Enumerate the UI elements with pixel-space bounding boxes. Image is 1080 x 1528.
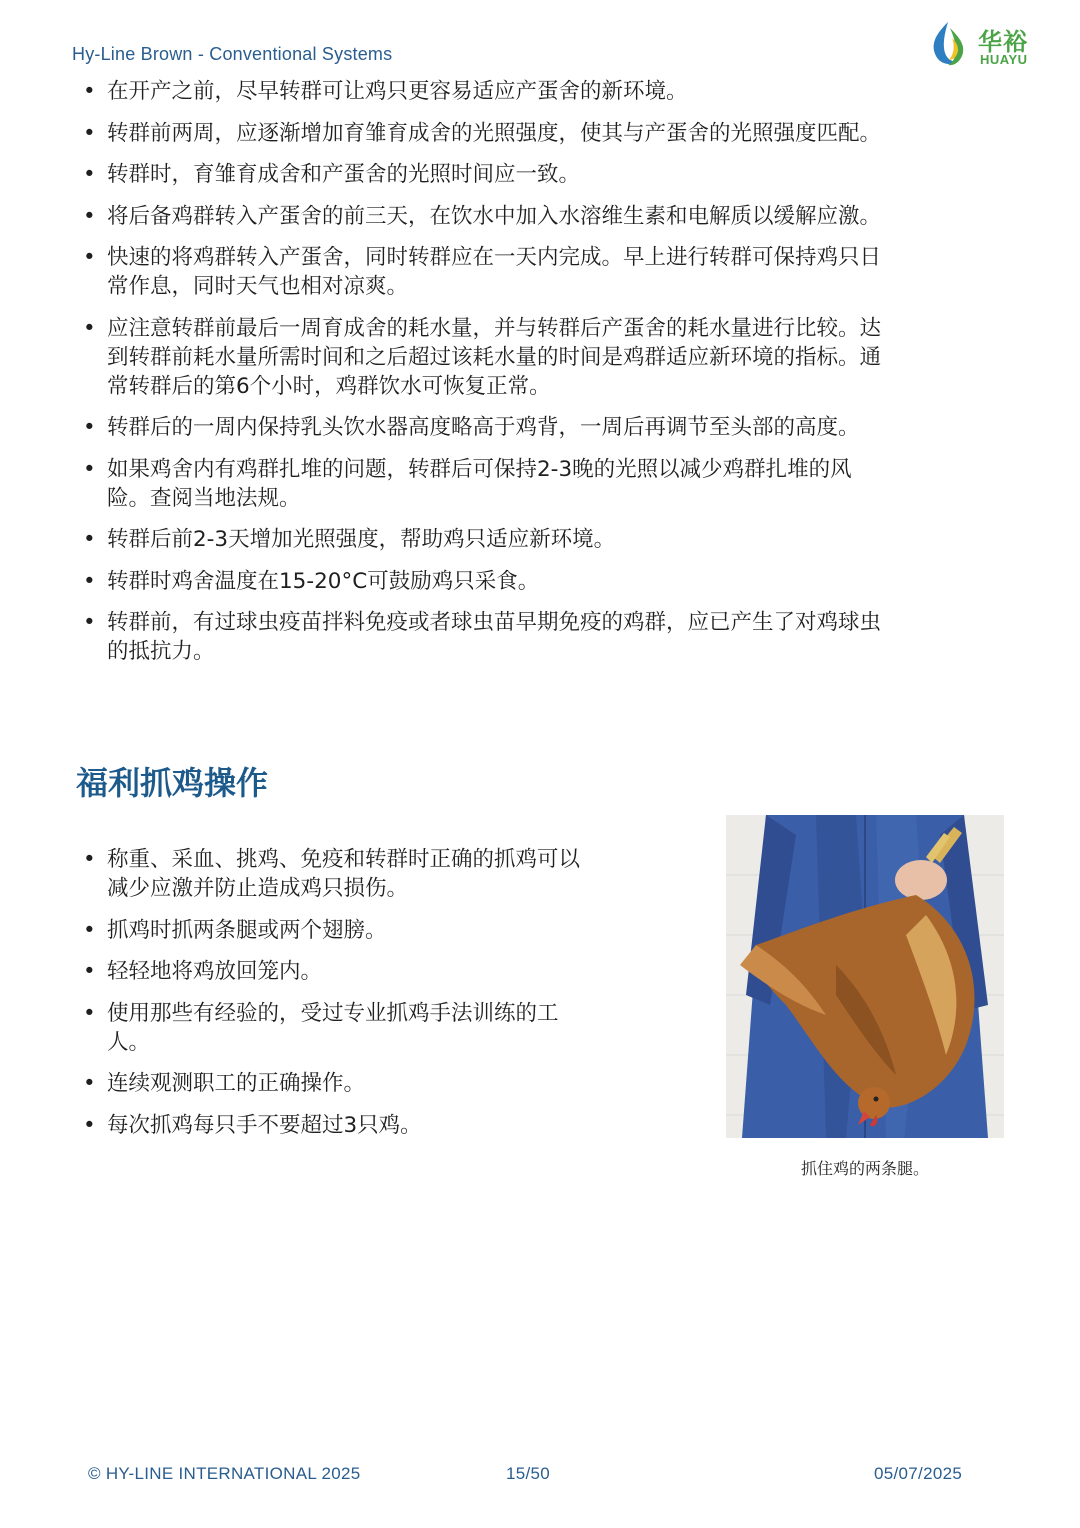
- list-item: [77, 608, 977, 666]
- list-item-line: 常转群后的第6个小时，鸡群饮水可恢复正常。: [107, 373, 551, 399]
- list-item-line: 常作息，同时天气也相对凉爽。: [107, 274, 409, 299]
- list-item-line: 称重、采血、挑鸡、免疫和转群时正确的抓鸡可以: [107, 847, 581, 872]
- photo-caption: 抓住鸡的两条腿。: [800, 1159, 929, 1178]
- document-header-title: Hy-Line Brown - Conventional Systems: [72, 44, 393, 64]
- list-item: [77, 202, 977, 231]
- list-item-line: 每次抓鸡每只手不要超过3只鸡。: [107, 1112, 422, 1138]
- list-item: [77, 119, 977, 148]
- list-item-line: 险。查阅当地法规。: [107, 485, 301, 511]
- list-item: [77, 243, 977, 301]
- list-item-line: 轻轻地将鸡放回笼内。: [107, 959, 323, 984]
- footer-page-number: 15/50: [506, 1464, 551, 1483]
- list-item-line: 减少应激并防止造成鸡只损伤。: [107, 876, 409, 901]
- list-item: [77, 1069, 647, 1098]
- list-item-line: 转群后前2-3天增加光照强度，帮助鸡只适应新环境。: [107, 527, 616, 552]
- huayu-logo-mark-icon: [926, 18, 976, 70]
- list-item-line: 转群时鸡舍温度在15-20°C可鼓励鸡只采食。: [107, 568, 540, 594]
- list-item: [77, 160, 977, 189]
- list-item-line: 在开产之前，尽早转群可让鸡只更容易适应产蛋舍的新环境。: [107, 79, 688, 104]
- list-item: [77, 455, 977, 513]
- chicken-handling-photo: [726, 815, 1004, 1138]
- list-item-line: 使用那些有经验的，受过专业抓鸡手法训练的工: [107, 1000, 559, 1026]
- list-item-line: 如果鸡舍内有鸡群扎堆的问题，转群后可保持2-3晚的光照以减少鸡群扎堆的风: [107, 456, 852, 482]
- list-item-line: 转群前，有过球虫疫苗拌料免疫或者球虫苗早期免疫的鸡群，应已产生了对鸡球虫: [107, 610, 882, 635]
- list-item: [77, 77, 977, 106]
- logo-text-cn: 华裕: [978, 28, 1028, 56]
- list-item-line: 转群前两周，应逐渐增加育雏育成舍的光照强度，使其与产蛋舍的光照强度匹配。: [107, 120, 882, 146]
- list-item: [77, 567, 977, 596]
- list-item: [77, 413, 977, 442]
- list-item-line: 连续观测职工的正确操作。: [107, 1071, 366, 1096]
- transfer-tips-list: [77, 77, 977, 679]
- list-item: [77, 314, 977, 401]
- list-item-line: 到转群前耗水量所需时间和之后超过该耗水量的时间是鸡群适应新环境的指标。通: [107, 344, 882, 370]
- welfare-tips-list: [77, 845, 647, 1152]
- list-item: [77, 1111, 647, 1140]
- list-item-line: 人。: [107, 1029, 151, 1055]
- list-item-line: 转群时，育雏育成舍和产蛋舍的光照时间应一致。: [107, 162, 581, 187]
- section-heading-welfare: 福利抓鸡操作: [76, 764, 269, 802]
- list-item-line: 转群后的一周内保持乳头饮水器高度略高于鸡背，一周后再调节至头部的高度。: [107, 415, 860, 440]
- list-item: [77, 525, 977, 554]
- list-item: [77, 999, 647, 1057]
- huayu-logo: [926, 18, 1056, 72]
- footer-date: 05/07/2025: [874, 1464, 963, 1483]
- list-item-line: 将后备鸡群转入产蛋舍的前三天，在饮水中加入水溶维生素和电解质以缓解应激。: [107, 203, 882, 229]
- list-item-line: 快速的将鸡群转入产蛋舍，同时转群应在一天内完成。早上进行转群可保持鸡只日: [107, 245, 882, 270]
- list-item-line: 的抵抗力。: [107, 639, 215, 664]
- list-item-line: 应注意转群前最后一周育成舍的耗水量，并与转群后产蛋舍的耗水量进行比较。达: [107, 315, 882, 341]
- list-item-line: 抓鸡时抓两条腿或两个翅膀。: [107, 917, 387, 943]
- footer-copyright: © HY-LINE INTERNATIONAL 2025: [88, 1464, 361, 1483]
- list-item: [77, 845, 647, 903]
- chicken-held-by-legs-illustration: [726, 815, 1004, 1138]
- logo-text-en: HUAYU: [980, 52, 1028, 67]
- list-item: [77, 916, 647, 945]
- list-item: [77, 957, 647, 986]
